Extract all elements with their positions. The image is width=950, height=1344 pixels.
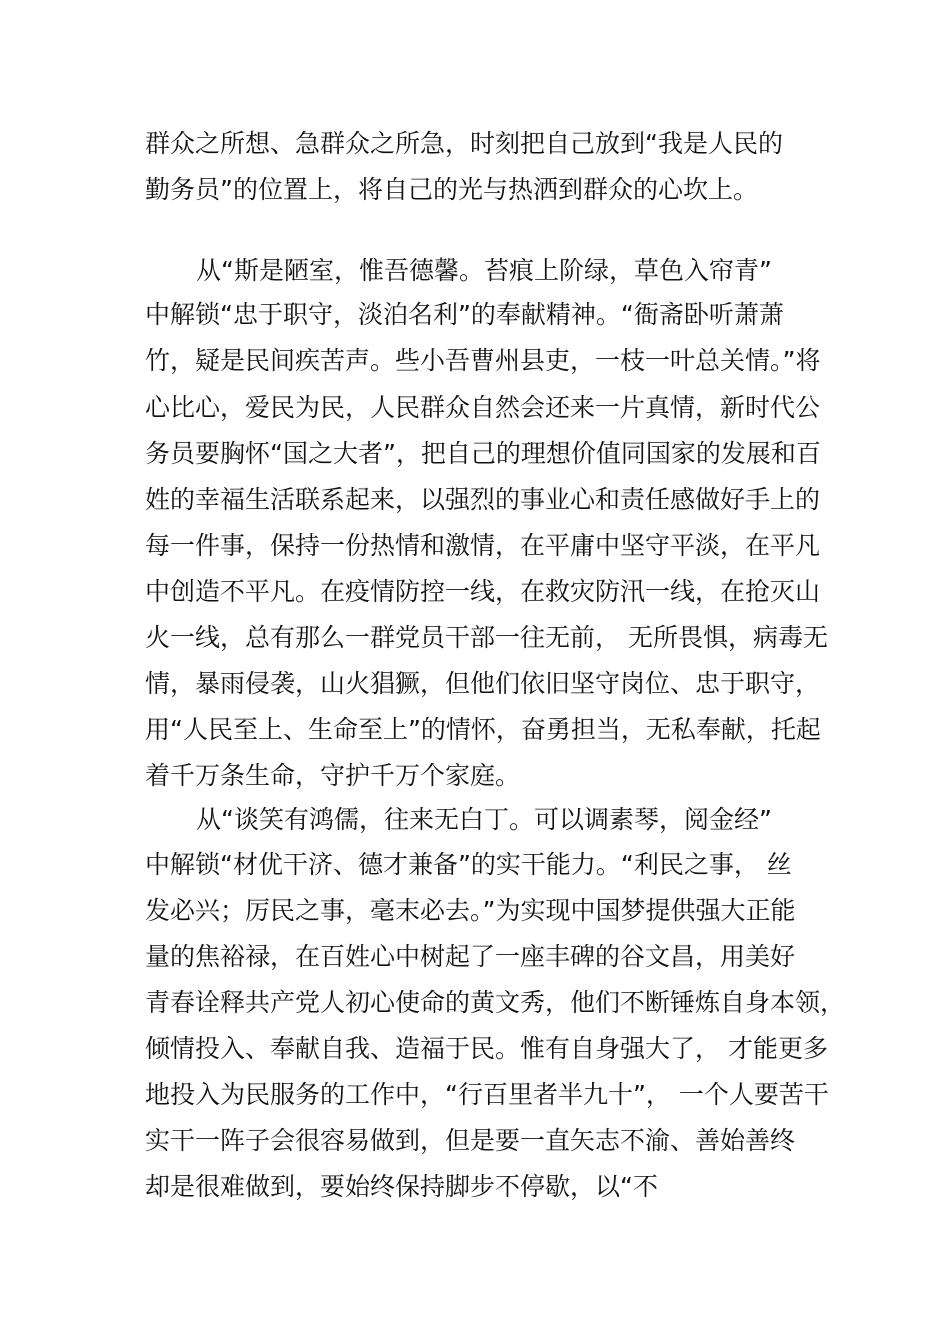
text-line: 勤务员”的位置上，将自己的光与热洒到群众的心坎上。 [145, 175, 758, 204]
text-line: 着千万条生命，守护千万个家庭。 [145, 761, 521, 790]
text-line: 实干一阵子会很容易做到，但是要一直矢志不渝、善始善终 [145, 1126, 796, 1155]
text-line: 情，暴雨侵袭，山火猖獗，但他们依旧坚守岗位、忠于职守， [145, 669, 821, 698]
text-line: 地投入为民服务的工作中，“行百里者半九十”， 一个人要苦干 [145, 1080, 829, 1109]
text-line: 群众之所想、急群众之所急，时刻把自己放到“我是人民的 [145, 129, 783, 158]
text-line: 每一件事，保持一份热情和激情，在平庸中坚守平淡，在平凡 [145, 531, 821, 560]
text-line: 中解锁“材优干济、德才兼备”的实干能力。“利民之事， 丝 [145, 850, 792, 879]
text-line: 心比心，爱民为民，人民群众自然会还来一片真情，新时代公 [145, 393, 821, 422]
text-line: 倾情投入、奉献自我、造福于民。惟有自身强大了， 才能更多 [145, 1034, 828, 1063]
text-line: 发必兴；厉民之事，毫末必去。”为实现中国梦提供强大正能 [145, 896, 796, 925]
paragraph-start-line: 从“斯是陋室，惟吾德馨。苔痕上阶绿，草色入帘青” [196, 256, 772, 285]
text-line: 用“人民至上、生命至上”的情怀，奋勇担当，无私奉献，托起 [145, 715, 821, 744]
text-line: 竹，疑是民间疾苦声。些小吾曹州县吏，一枝一叶总关情。”将 [145, 346, 821, 375]
text-line: 中解锁“忠于职守，淡泊名利”的奉献精神。“衙斋卧听萧萧 [145, 300, 784, 329]
text-line: 火一线，总有那么一群党员干部一往无前， 无所畏惧，病毒无 [145, 623, 828, 652]
text-line: 却是很难做到，要始终保持脚步不停歇，以“不 [145, 1172, 658, 1201]
text-line: 青春诠释共产党人初心使命的黄文秀，他们不断锤炼自身本领， [145, 988, 846, 1017]
text-line: 量的焦裕禄，在百姓心中树起了一座丰碑的谷文昌，用美好 [145, 942, 796, 971]
text-line: 务员要胸怀“国之大者”，把自己的理想价值同国家的发展和百 [145, 439, 821, 468]
text-line: 中创造不平凡。在疫情防控一线，在救灾防汛一线，在抢灭山 [145, 577, 821, 606]
paragraph-start-line: 从“谈笑有鸿儒，往来无白丁。可以调素琴，阅金经” [196, 805, 772, 834]
text-line: 姓的幸福生活联系起来，以强烈的事业心和责任感做好手上的 [145, 485, 821, 514]
